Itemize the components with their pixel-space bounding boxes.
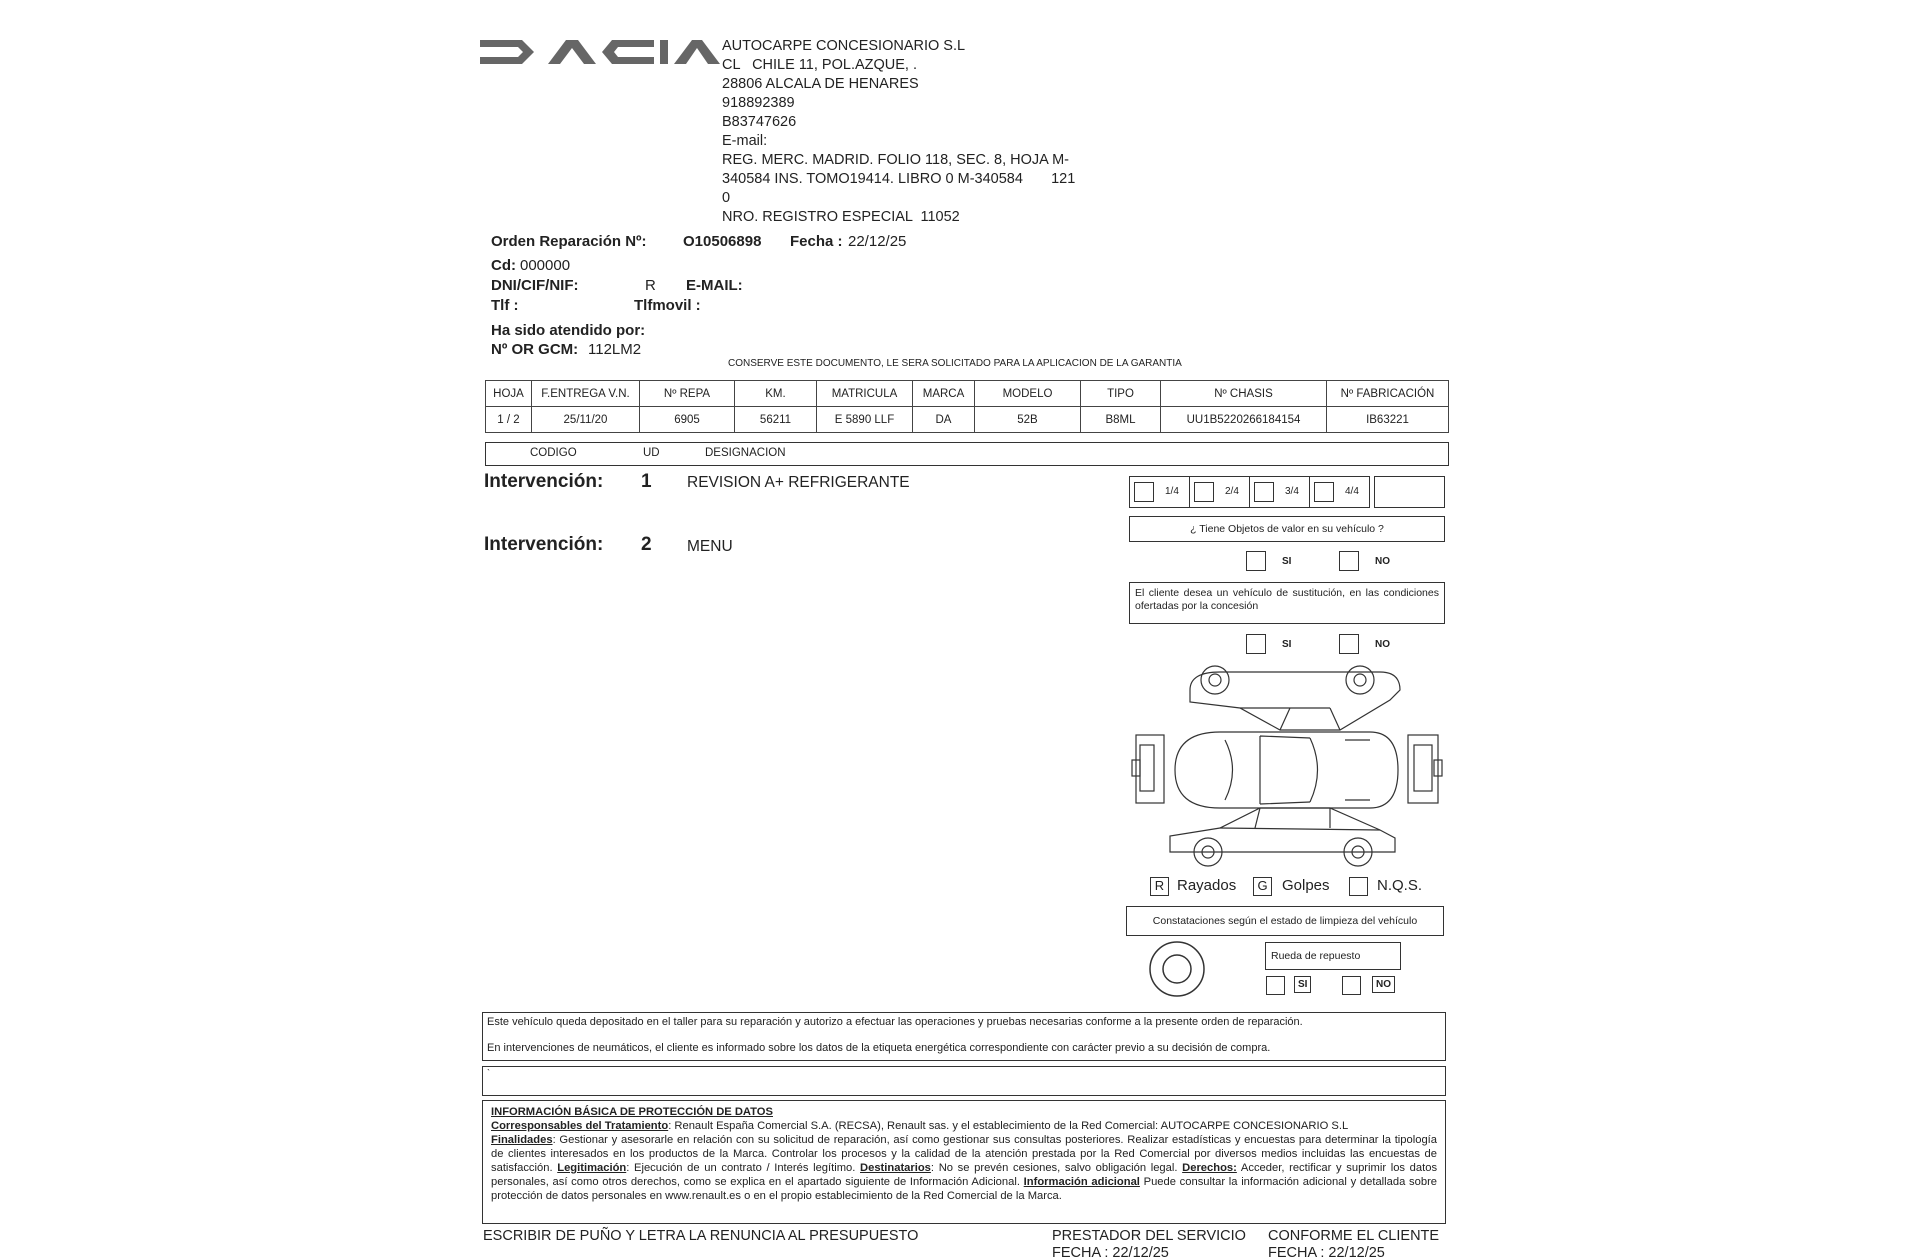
table-header: Nº REPA <box>640 381 735 407</box>
divider <box>1309 477 1310 507</box>
valuables-no-label: NO <box>1375 556 1390 567</box>
notes-box <box>482 1012 1446 1061</box>
fuel-extra-box <box>1374 476 1445 508</box>
spare-no-checkbox[interactable] <box>1342 976 1361 995</box>
codigo-header: CODIGO <box>530 447 577 459</box>
orden-label: Orden Reparación Nº: <box>491 233 647 250</box>
conserve-note: CONSERVE ESTE DOCUMENTO, LE SERA SOLICITADO PARA LA APLICACION DE LA GARANTIA <box>728 358 1182 369</box>
dp-dest-label: Destinatarios <box>860 1162 931 1174</box>
table-cell: 6905 <box>640 407 735 433</box>
divider <box>1249 477 1250 507</box>
dp-der-text: Acceder, rectificar y suprimir los datos personales, así como otros derechos, como se explica en el apartado siguiente de Información Adicional. <box>491 1162 1438 1188</box>
table-cell: IB63221 <box>1327 407 1449 433</box>
substitution-si-checkbox[interactable] <box>1246 634 1266 654</box>
table-header: MODELO <box>975 381 1081 407</box>
company-line: REG. MERC. MADRID. FOLIO 118, SEC. 8, HOJA M- <box>722 152 1069 168</box>
blank-box-mark: ` <box>487 1068 490 1078</box>
table-row <box>486 407 1449 433</box>
spare-si-checkbox[interactable] <box>1266 976 1285 995</box>
nqs-checkbox[interactable] <box>1349 877 1368 896</box>
conforme-fecha: FECHA : 22/12/25 <box>1268 1245 1385 1260</box>
fuel-checkbox[interactable] <box>1194 482 1214 502</box>
fuel-checkbox[interactable] <box>1254 482 1274 502</box>
email-label: E-MAIL: <box>686 277 743 294</box>
dp-info-label: Información adicional <box>1023 1176 1140 1188</box>
dp-der-label: Derechos: <box>1182 1162 1237 1174</box>
valuables-si-label: SI <box>1282 556 1292 567</box>
table-cell: DA <box>913 407 975 433</box>
conforme-label: CONFORME EL CLIENTE <box>1268 1228 1440 1244</box>
fuel-level-box <box>1129 476 1370 508</box>
spare-wheel-icon <box>1148 940 1206 998</box>
table-header: HOJA <box>486 381 532 407</box>
cd-value: 000000 <box>520 257 571 274</box>
intervention-label: Intervención: <box>484 534 604 555</box>
dacia-logo <box>478 36 720 68</box>
vehicle-table <box>485 380 1449 433</box>
table-cell: B8ML <box>1081 407 1161 433</box>
dp-resp-text: : Renault España Comercial S.A. (RECSA), Renault sas. y el establecimiento de la Red Comercial: AUTOCARPE CONCESIONARIO S.L <box>668 1120 1349 1132</box>
ud-header: UD <box>643 447 660 459</box>
company-info <box>722 37 1102 227</box>
table-cell: 52B <box>975 407 1081 433</box>
gcm-label: Nº OR GCM: <box>491 341 579 358</box>
table-header: Nº FABRICACIÓN <box>1327 381 1449 407</box>
company-line: 28806 ALCALA DE HENARES <box>722 76 919 92</box>
fuel-label: 2/4 <box>1225 486 1239 497</box>
orden-value: O10506898 <box>683 233 762 250</box>
fuel-checkbox[interactable] <box>1134 482 1154 502</box>
company-line: 340584 INS. TOMO19414. LIBRO 0 M-340584 121 <box>722 171 1076 187</box>
note-deposit: Este vehículo queda depositado en el taller para su reparación y autorizo a efectuar las operaciones y pruebas necesarias conforme a la presente orden de reparación. <box>487 1016 1303 1028</box>
table-cell: UU1B5220266184154 <box>1161 407 1327 433</box>
dni-label: DNI/CIF/NIF: <box>491 277 579 294</box>
table-header: F.ENTREGA V.N. <box>532 381 640 407</box>
intervention-text: REVISION A+ REFRIGERANTE <box>687 474 910 491</box>
codes-header-box <box>485 442 1449 466</box>
dp-title: INFORMACIÓN BÁSICA DE PROTECCIÓN DE DATOS <box>491 1106 773 1118</box>
gcm-value: 112LM2 <box>588 341 642 358</box>
spare-si-label: SI <box>1294 976 1311 993</box>
table-header: TIPO <box>1081 381 1161 407</box>
table-header: MARCA <box>913 381 975 407</box>
renuncia-label: ESCRIBIR DE PUÑO Y LETRA LA RENUNCIA AL PRESUPUESTO <box>483 1228 919 1244</box>
intervention-text: MENU <box>687 538 733 555</box>
company-line: 918892389 <box>722 95 795 111</box>
company-line: 0 <box>722 190 731 206</box>
substitution-si-label: SI <box>1282 639 1292 650</box>
valuables-question: ¿ Tiene Objetos de valor en su vehículo ? <box>1129 516 1445 542</box>
golpes-label: Golpes <box>1282 877 1330 894</box>
golpes-checkbox[interactable]: G <box>1253 877 1272 896</box>
blank-box <box>482 1066 1446 1096</box>
cleaning-note: Constataciones según el estado de limpieza del vehículo <box>1126 906 1444 936</box>
nqs-label: N.Q.S. <box>1377 877 1423 894</box>
cd-label: Cd: <box>491 257 516 274</box>
dp-fin-label: Finalidades <box>491 1134 553 1146</box>
dp-fin-text: : Gestionar y asesorarle en relación con su solicitud de reparación, así como gestionar sus consultas posteriores. Realizar estadísticas y encuestas para determinar la tipología de clientes interesados en los productos de la Marca. Controlar los procesos y la calidad de la atención prestada por la Red Comercial por diversos medios incluidas las encuestas de satisfacción. <box>491 1134 1437 1174</box>
note-tyres: En intervenciones de neumáticos, el cliente es informado sobre los datos de la etiqueta energética correspondiente con carácter previo a su decisión de compra. <box>487 1042 1271 1054</box>
company-line: E-mail: <box>722 133 768 149</box>
valuables-no-checkbox[interactable] <box>1339 551 1359 571</box>
car-rear-icon <box>1408 735 1442 803</box>
car-front-icon <box>1132 735 1164 803</box>
intervention-label: Intervención: <box>484 471 604 492</box>
table-header: KM. <box>735 381 817 407</box>
company-line: NRO. REGISTRO ESPECIAL 11052 <box>722 209 960 225</box>
dp-leg-text: : Ejecución de un contrato / Interés legítimo. <box>626 1162 856 1174</box>
car-side-bottom-icon <box>1170 808 1395 866</box>
company-line: CL CHILE 11, POL.AZQUE, . <box>722 57 918 73</box>
substitution-text: El cliente desea un vehículo de sustitución, en las condiciones ofertadas por la concesión <box>1129 582 1445 624</box>
table-cell: 56211 <box>735 407 817 433</box>
spare-no-label: NO <box>1372 976 1395 993</box>
rayados-label: Rayados <box>1177 877 1237 894</box>
spare-wheel-label: Rueda de repuesto <box>1265 942 1401 970</box>
dp-leg-label: Legitimación <box>557 1162 627 1174</box>
prestador-fecha: FECHA : 22/12/25 <box>1052 1245 1169 1260</box>
car-damage-diagram[interactable] <box>1130 660 1446 870</box>
fecha-label: Fecha : <box>790 233 843 250</box>
substitution-no-checkbox[interactable] <box>1339 634 1359 654</box>
intervention-number: 1 <box>641 471 652 492</box>
designacion-header: DESIGNACION <box>705 447 786 459</box>
rayados-checkbox[interactable]: R <box>1150 877 1169 896</box>
table-cell: 1 / 2 <box>486 407 532 433</box>
dp-dest-text: : No se prevén cesiones, salvo obligación legal. <box>930 1162 1178 1174</box>
fecha-value: 22/12/25 <box>848 233 907 250</box>
table-header: Nº CHASIS <box>1161 381 1327 407</box>
prestador-label: PRESTADOR DEL SERVICIO <box>1052 1228 1246 1244</box>
table-cell: E 5890 LLF <box>817 407 913 433</box>
divider <box>1189 477 1190 507</box>
dp-info-text: Puede consultar la información adicional y detallada sobre protección de datos personales en www.renault.es o en el propio establecimiento de la Red Comercial de la Marca. <box>491 1176 1438 1202</box>
dp-resp-label: Corresponsables del Tratamiento <box>491 1120 669 1132</box>
dni-value: R <box>645 277 656 294</box>
valuables-si-checkbox[interactable] <box>1246 551 1266 571</box>
table-header-row <box>486 381 1449 407</box>
company-line: B83747626 <box>722 114 797 130</box>
fuel-checkbox[interactable] <box>1314 482 1334 502</box>
data-protection-box <box>482 1100 1446 1224</box>
car-top-icon <box>1175 732 1398 808</box>
fuel-label: 3/4 <box>1285 486 1299 497</box>
table-header: MATRICULA <box>817 381 913 407</box>
atendido-label: Ha sido atendido por: <box>491 322 646 339</box>
company-line: AUTOCARPE CONCESIONARIO S.L <box>722 38 966 54</box>
fuel-label: 4/4 <box>1345 486 1359 497</box>
fuel-label: 1/4 <box>1165 486 1179 497</box>
substitution-no-label: NO <box>1375 639 1390 650</box>
car-side-top-icon <box>1190 666 1400 730</box>
table-cell: 25/11/20 <box>532 407 640 433</box>
tlf-label: Tlf : <box>491 297 519 314</box>
intervention-number: 2 <box>641 534 652 555</box>
tlfmovil-label: Tlfmovil : <box>634 297 701 314</box>
